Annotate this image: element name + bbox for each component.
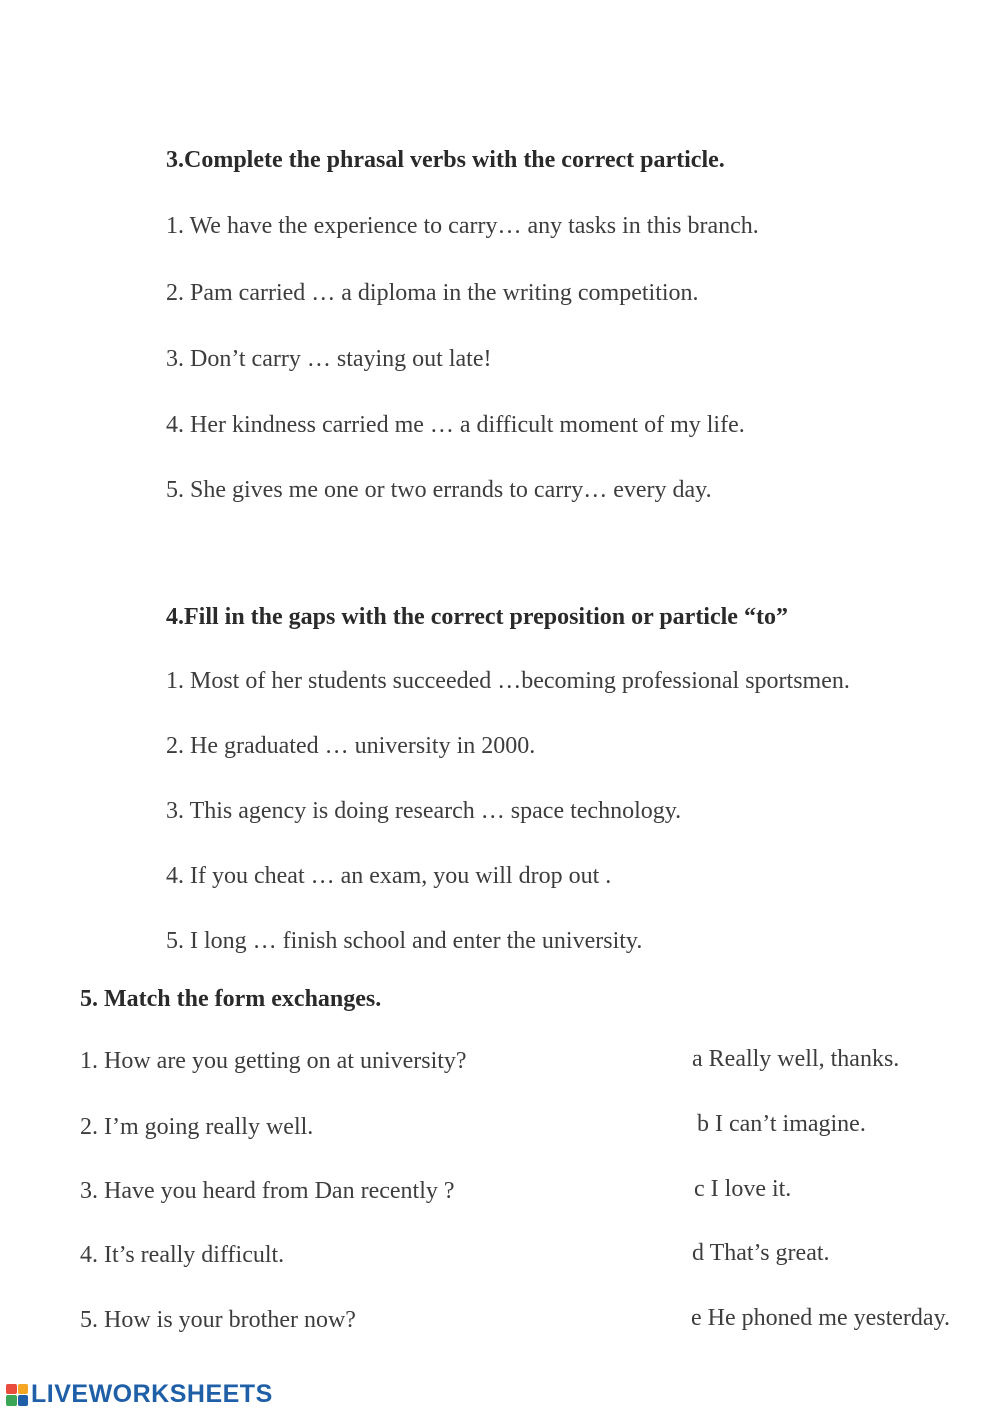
section-3-item-4: 4. Her kindness carried me … a difficult moment of my life. (166, 412, 745, 438)
section-3-item-2: 2. Pam carried … a diploma in the writing competition. (166, 280, 699, 306)
match-question-2: 2. I’m going really well. (80, 1114, 314, 1140)
section-3-item-3: 3. Don’t carry … staying out late! (166, 346, 492, 372)
section-4-title: 4.Fill in the gaps with the correct preposition or particle “to” (166, 604, 788, 630)
match-question-3: 3. Have you heard from Dan recently ? (80, 1178, 455, 1204)
logo-square-4 (18, 1395, 29, 1406)
section-4-item-4: 4. If you cheat … an exam, you will drop out . (166, 863, 612, 889)
section-3-item-5: 5. She gives me one or two errands to carry… every day. (166, 477, 712, 503)
section-4-item-1: 1. Most of her students succeeded …becoming professional sportsmen. (166, 668, 850, 694)
liveworksheets-logo (6, 1380, 273, 1409)
match-question-1: 1. How are you getting on at university? (80, 1048, 467, 1074)
section-5-title: 5. Match the form exchanges. (80, 986, 382, 1012)
logo-square-2 (18, 1384, 29, 1395)
liveworksheets-logo-icon (6, 1384, 28, 1406)
match-answer-d: d That’s great. (692, 1240, 830, 1266)
section-4-item-2: 2. He graduated … university in 2000. (166, 733, 536, 759)
match-question-5: 5. How is your brother now? (80, 1307, 356, 1333)
liveworksheets-logo-text: LIVEWORKSHEETS (31, 1380, 273, 1408)
match-question-4: 4. It’s really difficult. (80, 1242, 285, 1268)
section-4-item-3: 3. This agency is doing research … space technology. (166, 798, 682, 824)
logo-square-1 (6, 1384, 17, 1395)
match-answer-e: e He phoned me yesterday. (691, 1305, 951, 1331)
section-3-title: 3.Complete the phrasal verbs with the correct particle. (166, 147, 725, 173)
match-answer-a: a Really well, thanks. (692, 1046, 900, 1072)
logo-square-3 (6, 1395, 17, 1406)
match-answer-c: c I love it. (694, 1176, 792, 1202)
section-3-item-1: 1. We have the experience to carry… any tasks in this branch. (166, 213, 759, 239)
match-answer-b: b I can’t imagine. (697, 1111, 866, 1137)
section-4-item-5: 5. I long … finish school and enter the university. (166, 928, 643, 954)
